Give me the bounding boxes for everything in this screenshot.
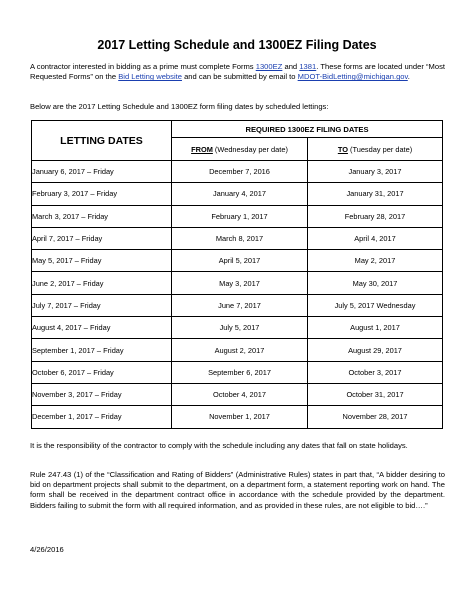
letting-schedule-table	[31, 120, 443, 429]
from-label: FROM	[191, 144, 213, 154]
letting-date-cell: November 3, 2017 – Friday	[32, 383, 172, 405]
bid-letting-email-link[interactable]: MDOT-BidLetting@michigan.gov	[297, 72, 408, 82]
letting-date-cell: June 2, 2017 – Friday	[32, 272, 172, 294]
to-date-cell: April 4, 2017	[308, 227, 443, 249]
from-date-cell: January 4, 2017	[172, 183, 308, 205]
from-date-cell: June 7, 2017	[172, 294, 308, 316]
to-date-cell: May 2, 2017	[308, 250, 443, 272]
document-date: 4/26/2016	[30, 545, 64, 554]
to-date-cell: July 5, 2017 Wednesday	[308, 294, 443, 316]
intro-text-1: A contractor interested in bidding as a prime must complete Forms	[30, 62, 256, 71]
letting-date-cell: May 5, 2017 – Friday	[32, 250, 172, 272]
letting-date-cell: August 4, 2017 – Friday	[32, 317, 172, 339]
from-date-cell: October 4, 2017	[172, 383, 308, 405]
to-column-header	[308, 138, 443, 161]
table-row	[32, 161, 443, 183]
form-1300ez-link[interactable]: 1300EZ	[255, 62, 283, 71]
table-row	[32, 406, 443, 428]
bid-letting-website-link[interactable]: Bid Letting website	[118, 72, 182, 82]
intro-text-4: and can be submitted by email to	[181, 72, 298, 82]
from-note: (Wednesday per date)	[212, 144, 288, 154]
table-row	[32, 205, 443, 227]
from-date-cell: April 5, 2017	[172, 250, 308, 272]
table-row	[32, 339, 443, 361]
from-date-cell: September 6, 2017	[172, 361, 308, 383]
intro-text-5: .	[407, 72, 410, 82]
letting-date-cell: July 7, 2017 – Friday	[32, 294, 172, 316]
page-title: 2017 Letting Schedule and 1300EZ Filing Dates	[97, 38, 377, 52]
letting-date-cell: December 1, 2017 – Friday	[32, 406, 172, 428]
table-row	[32, 272, 443, 294]
letting-date-cell: April 7, 2017 – Friday	[32, 227, 172, 249]
from-date-cell: July 5, 2017	[172, 317, 308, 339]
letting-dates-header: LETTING DATES	[32, 121, 172, 161]
table-row	[32, 227, 443, 249]
to-date-cell: August 29, 2017	[308, 339, 443, 361]
to-note: (Tuesday per date)	[347, 144, 413, 154]
table-row	[32, 317, 443, 339]
intro-text-3: . These forms are located under “Most Requested Forms” on the	[30, 62, 446, 82]
letting-date-cell: January 6, 2017 – Friday	[32, 161, 172, 183]
to-date-cell: August 1, 2017	[308, 317, 443, 339]
to-date-cell: October 31, 2017	[308, 383, 443, 405]
to-date-cell: November 28, 2017	[308, 406, 443, 428]
intro-text-2: and	[282, 62, 300, 71]
form-1381-link[interactable]: 1381	[299, 62, 317, 71]
letting-date-cell: October 6, 2017 – Friday	[32, 361, 172, 383]
required-filing-dates-header: REQUIRED 1300EZ FILING DATES	[172, 121, 443, 138]
from-date-cell: March 8, 2017	[172, 227, 308, 249]
from-date-cell: December 7, 2016	[172, 161, 308, 183]
from-column-header	[172, 138, 308, 161]
intro-paragraph	[30, 62, 445, 82]
table-row	[32, 294, 443, 316]
to-date-cell: May 30, 2017	[308, 272, 443, 294]
from-date-cell: February 1, 2017	[172, 205, 308, 227]
rule-paragraph: Rule 247.43 (1) of the “Classification and Rating of Bidders” (Administrative Rules) states in part that, “A bidder desiring to bid on department projects shall submit to the department, on a department form, a statement reporting work on hand. The form shall be received in the department contract office in accordance with the schedule provided by the department. Bidders failing to submit the form with all required information, and as provided in these rules, are not eligible to bid….”	[30, 470, 445, 510]
table-row	[32, 361, 443, 383]
to-label: TO	[337, 144, 348, 154]
from-date-cell: May 3, 2017	[172, 272, 308, 294]
letting-date-cell: March 3, 2017 – Friday	[32, 205, 172, 227]
from-date-cell: November 1, 2017	[172, 406, 308, 428]
letting-date-cell: February 3, 2017 – Friday	[32, 183, 172, 205]
table-intro-text: Below are the 2017 Letting Schedule and 1300EZ form filing dates by scheduled lettings:	[30, 102, 329, 111]
letting-date-cell: September 1, 2017 – Friday	[32, 339, 172, 361]
table-row	[32, 183, 443, 205]
to-date-cell: February 28, 2017	[308, 205, 443, 227]
to-date-cell: October 3, 2017	[308, 361, 443, 383]
to-date-cell: January 3, 2017	[308, 161, 443, 183]
table-row	[32, 383, 443, 405]
table-row	[32, 250, 443, 272]
responsibility-paragraph: It is the responsibility of the contractor to comply with the schedule including any dates that fall on state holidays.	[30, 441, 408, 450]
to-date-cell: January 31, 2017	[308, 183, 443, 205]
from-date-cell: August 2, 2017	[172, 339, 308, 361]
